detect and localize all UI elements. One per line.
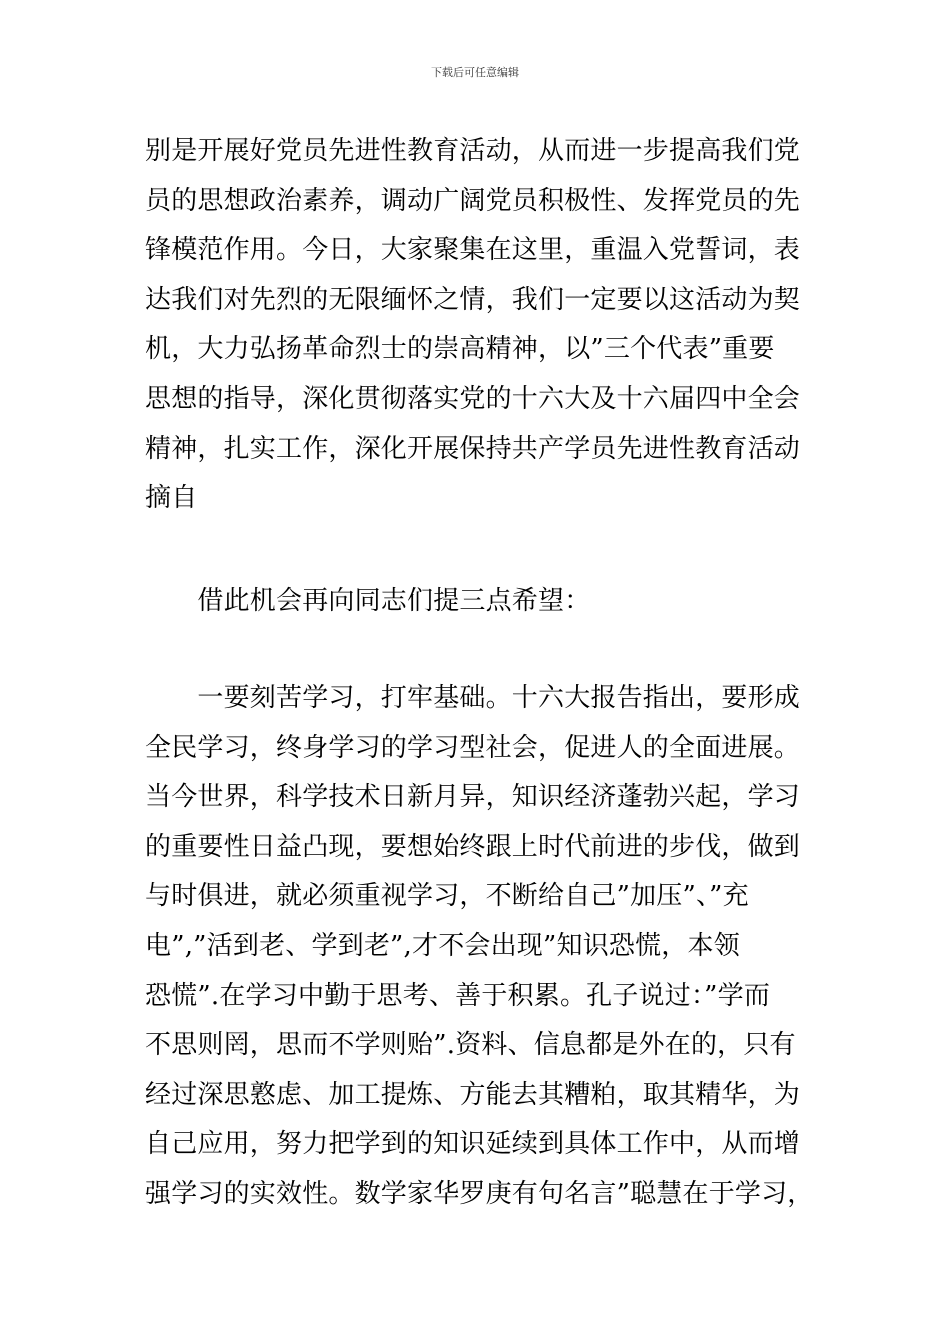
text-line: 全民学习，终身学习的学习型社会，促进人的全面进展。 bbox=[145, 732, 801, 763]
text-line: 强学习的实效性。数学家华罗庚有句名言”聪慧在于学习， bbox=[145, 1178, 814, 1209]
paragraph-point-one bbox=[145, 674, 817, 1220]
text-line: 自己应用，努力把学到的知识延续到具体工作中，从而增 bbox=[145, 1129, 801, 1160]
paragraph-continuation bbox=[145, 127, 817, 524]
text-line: 思想的指导，深化贯彻落实党的十六大及十六届四中全会 bbox=[145, 383, 801, 414]
text-line: 当今世界，科学技术日新月异，知识经济蓬勃兴起，学习 bbox=[145, 782, 801, 813]
text-line: 经过深思憝虑、加工提炼、方能去其糟粕，取其精华，为 bbox=[145, 1079, 801, 1110]
text-line: 达我们对先烈的无限缅怀之情，我们一定要以这活动为契 bbox=[145, 284, 801, 315]
page-header-note: 下载后可任意编辑 bbox=[431, 66, 519, 79]
text-line: 员的思想政治素养，调动广阔党员积极性、发挥党员的先 bbox=[145, 185, 801, 216]
text-line: 的重要性日益凸现，要想始终跟上时代前进的步伐，做到 bbox=[145, 831, 801, 862]
text-line: 精神，扎实工作，深化开展保持共产学员先进性教育活动 bbox=[145, 433, 801, 464]
text-line: 锋模范作用。今日，大家聚集在这里，重温入党誓词，表 bbox=[145, 235, 801, 266]
text-line: 与时俱进，就必须重视学习，不断给自己”加压”、”充 bbox=[145, 881, 749, 912]
text-line: 一要刻苦学习，打牢基础。十六大报告指出，要形成 bbox=[145, 683, 801, 713]
paragraph-intro bbox=[145, 577, 817, 627]
text-line: 机，大力弘扬革命烈士的崇高精神，以”三个代表”重要 bbox=[145, 334, 775, 365]
text-line: 摘自 bbox=[145, 483, 198, 514]
text-line: 恐慌”.在学习中勤于思考、善于积累。孔子说过：”学而 bbox=[145, 980, 771, 1011]
text-line: 不思则罔，思而不学则贻”.资料、信息都是外在的，只有 bbox=[145, 1030, 796, 1061]
text-line: 别是开展好党员先进性教育活动，从而进一步提高我们党 bbox=[145, 136, 801, 166]
text-line: 借此机会再向同志们提三点希望： bbox=[145, 586, 591, 616]
text-line: 电”,”活到老、学到老”,才不会出现”知识恐慌，本领 bbox=[145, 930, 740, 961]
